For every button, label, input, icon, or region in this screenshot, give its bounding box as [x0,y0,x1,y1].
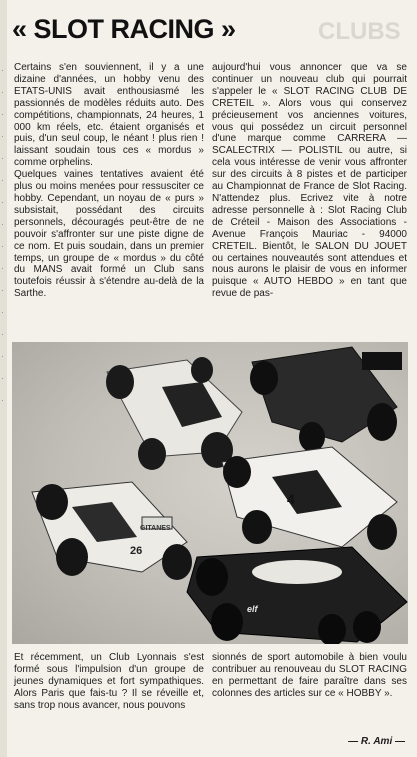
car-label-gitanes: GITANES [140,525,171,532]
left-column [14,62,204,300]
author-signature: — R. Ami — [348,736,405,747]
bottom-right-paragraph: sionnés de sport automobile à bien voulu contribuer au renouveau du SLOT RACING en permettant de faire paraître dans ses colonnes des articles sur ce « HOBBY ». [212,652,407,699]
car-label-elf: elf [247,604,258,614]
slot-cars-photo [12,342,408,644]
left-paragraph-1: Certains s'en souviennent, il y a une dizaine d'années, un hobby venu des ETATS-UNIS avait enthousiasmé les passionnés de modèles réduits auto. Des compétitions, championnats, 24 heures, 1 000 km réels, etc. étaient organisés et puis, d'un seul coup, le néant ! plus rien ! laissant soudain tous ces « mordus » comme orphelins. [14,62,204,169]
slot-car-1 [106,357,242,470]
article-title: « SLOT RACING » [12,14,236,44]
car-label-4: 4 [287,491,295,507]
car-label-26: 26 [130,545,143,557]
right-column [212,62,407,300]
bottom-left-paragraph: Et récemment, un Club Lyonnais s'est formé sous l'impulsion d'un groupe de jeunes dynamiques et fort sympathiques. Alors Paris que fais-tu ? Il se réveille et, sans trop nous avancer, nous pouvons [14,652,204,711]
adjacent-page-fragments: · · · · · · · · · · · · · · · · [1,66,4,405]
slot-car-3 [32,482,192,580]
slot-car-2 [250,347,402,452]
slot-car-5 [187,547,407,644]
bottom-left-column [14,652,204,712]
show-through-heading: CLUBS [318,18,401,45]
adjacent-page-edge [0,0,7,757]
slot-car-4 [222,447,397,550]
bottom-right-column [212,652,407,700]
right-paragraph-1: aujourd'hui vous annoncer que va se continuer un nouveau club qui pourrait s'appeler le « SLOT RACING CLUB DE CRETEIL ». Alors vous qui conservez précieusement vos anciennes voitures, vous qui possédez un circuit personnel d'une marque comme CARRERA — SCALECTRIX — POLISTIL ou autre, si cela vous intéresse de venir vous affronter sur des circuits à 8 pistes et de participer au Championnat de France de Slot Racing. N'attendez plus. Ecrivez vite à notre adresse personnelle à : Slot Racing Club de Créteil - Maison des Associations - Avenue François Mauriac - 94000 CRETEIL. Bientôt, le SALON DU JOUET ou certaines nouveautés sont attendues et nous aurons le plaisir de vous en informer puisque « AUTO HEBDO » en tant que revue de pas- [212,62,407,300]
left-paragraph-2: Quelques vaines tentatives avaient été plus ou moins menées pour ressusciter ce hobby. Cependant, un noyau de « purs » subsistait, possédant des circuits personnels, découragés peut-être de ne pouvoir s'affronter sur une piste digne de ce nom. Et puis soudain, dans un premier temps, un groupe de « mordus » du côté du MANS avait formé un Club sans toutefois réussir à s'étendre au-delà de la Sarthe. [14,169,204,300]
